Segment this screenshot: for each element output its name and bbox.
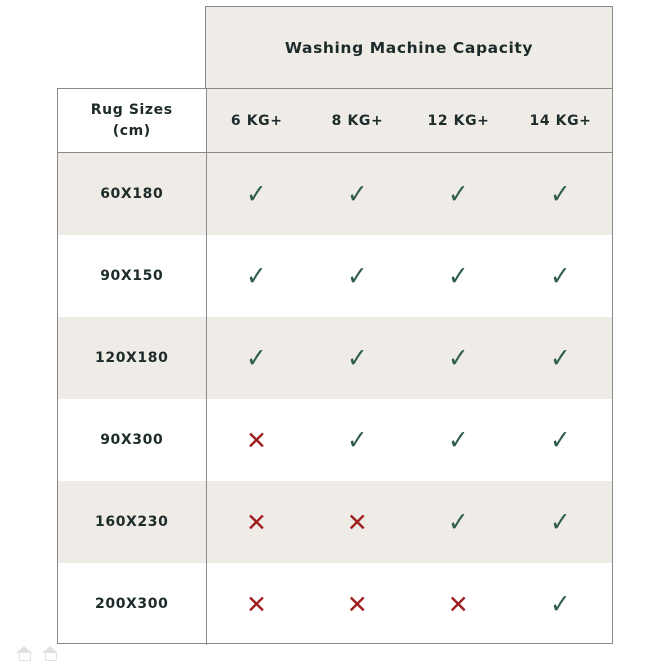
cell-mark — [206, 481, 307, 563]
check-icon: ✓ — [550, 260, 571, 292]
cell-mark — [509, 481, 612, 563]
cell-mark — [509, 563, 612, 645]
rug-sizes-header-line1: Rug Sizes — [90, 102, 173, 119]
row-label: 200X300 — [58, 563, 206, 645]
cell-mark — [307, 563, 408, 645]
cross-icon: ✕ — [447, 589, 470, 619]
cell-mark — [206, 399, 307, 481]
row-label: 160X230 — [58, 481, 206, 563]
check-icon: ✓ — [448, 178, 469, 210]
table-row — [58, 153, 612, 236]
row-label: 90X300 — [58, 399, 206, 481]
cell-mark — [408, 153, 509, 236]
cell-mark — [307, 153, 408, 236]
cross-icon: ✕ — [245, 589, 268, 619]
check-icon: ✓ — [448, 424, 469, 456]
cell-mark — [408, 563, 509, 645]
cross-icon: ✕ — [245, 507, 268, 537]
cell-mark — [206, 563, 307, 645]
check-icon: ✓ — [246, 178, 268, 210]
table-row — [58, 317, 612, 399]
rug-sizes-header — [58, 89, 206, 153]
check-icon: ✓ — [448, 260, 469, 292]
cell-mark — [307, 481, 408, 563]
cell-mark — [408, 481, 509, 563]
check-icon: ✓ — [347, 260, 368, 292]
table-row — [58, 235, 612, 317]
column-header-8kg: 8 KG+ — [307, 89, 408, 153]
house-icon — [42, 646, 59, 661]
capacity-grid — [58, 89, 612, 645]
check-icon: ✓ — [550, 342, 571, 374]
table-header-row — [58, 89, 612, 153]
check-icon: ✓ — [550, 588, 571, 620]
table-row — [58, 399, 612, 481]
rug-capacity-table — [57, 88, 613, 644]
column-header-12kg: 12 KG+ — [408, 89, 509, 153]
cell-mark — [408, 235, 509, 317]
check-icon: ✓ — [347, 342, 368, 374]
cell-mark — [509, 317, 612, 399]
check-icon: ✓ — [550, 506, 571, 538]
row-label: 60X180 — [58, 153, 206, 236]
cell-mark — [206, 235, 307, 317]
row-label: 90X150 — [58, 235, 206, 317]
cell-mark — [509, 153, 612, 236]
column-header-6kg: 6 KG+ — [206, 89, 307, 153]
cross-icon: ✕ — [245, 425, 268, 455]
column-header-14kg: 14 KG+ — [509, 89, 612, 153]
check-icon: ✓ — [347, 424, 368, 456]
watermark — [16, 646, 59, 661]
cell-mark — [307, 235, 408, 317]
house-icon — [16, 646, 33, 661]
cell-mark — [408, 399, 509, 481]
check-icon: ✓ — [448, 506, 469, 538]
row-label: 120X180 — [58, 317, 206, 399]
check-icon: ✓ — [246, 260, 268, 292]
cross-icon: ✕ — [346, 507, 369, 537]
check-icon: ✓ — [550, 424, 571, 456]
cell-mark — [408, 317, 509, 399]
cell-mark — [509, 399, 612, 481]
cell-mark — [307, 399, 408, 481]
cell-mark — [509, 235, 612, 317]
rug-sizes-header-line2: (cm) — [112, 122, 151, 139]
check-icon: ✓ — [246, 342, 268, 374]
check-icon: ✓ — [347, 178, 368, 210]
table-row — [58, 563, 612, 645]
table-row — [58, 481, 612, 563]
chart-title: Washing Machine Capacity — [284, 38, 534, 57]
cell-mark — [307, 317, 408, 399]
capacity-header-banner — [205, 6, 613, 88]
check-icon: ✓ — [448, 342, 469, 374]
cell-mark — [206, 153, 307, 236]
check-icon: ✓ — [550, 178, 571, 210]
cross-icon: ✕ — [346, 589, 369, 619]
cell-mark — [206, 317, 307, 399]
